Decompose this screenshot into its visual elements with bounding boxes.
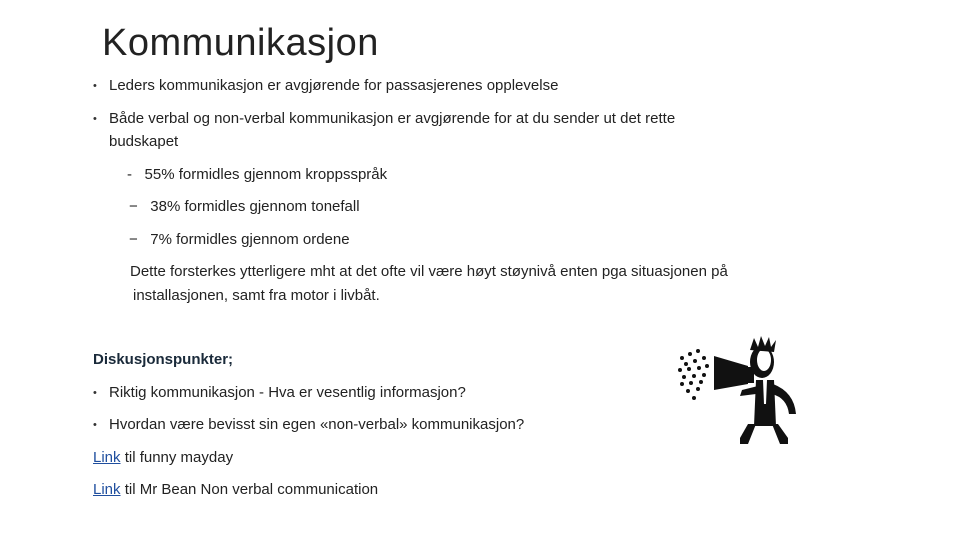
discussion-item-nonverbal-awareness: Hvordan være bevisst sin egen «non-verbal» kommunikasjon?: [109, 416, 525, 433]
sub-item-tone: [129, 195, 360, 218]
sub-marker: -: [127, 166, 132, 183]
discussion-item-correct-communication: Riktig kommunikasjon - Hva er vesentlig informasjon?: [109, 384, 466, 401]
link-line-funny-mayday: [93, 446, 233, 469]
sub-text: 55% formidles gjennom kroppsspråk: [144, 166, 388, 183]
bullet-marker: •: [93, 387, 97, 399]
note-line-2: installasjonen, samt fra motor i livbåt.: [133, 287, 380, 304]
sub-marker: −: [129, 231, 138, 248]
bullet-verbal-nonverbal-cont: budskapet: [109, 133, 179, 150]
bullet-verbal-nonverbal: Både verbal og non-verbal kommunikasjon er avgjørende for at du sender ut det rette: [109, 110, 676, 127]
megaphone-figure-icon: [676, 334, 806, 450]
sub-text: 38% formidles gjennom tonefall: [150, 198, 360, 215]
slide-title: Kommunikasjon: [102, 22, 379, 64]
sub-text: 7% formidles gjennom ordene: [150, 231, 350, 248]
link-description: til Mr Bean Non verbal communication: [120, 481, 379, 498]
discussion-heading: Diskusjonspunkter;: [93, 351, 234, 368]
link-funny-mayday[interactable]: Link: [93, 449, 121, 466]
link-description: til funny mayday: [120, 449, 234, 466]
sub-item-words: [129, 228, 350, 251]
sub-marker: −: [129, 198, 138, 215]
link-mr-bean[interactable]: Link: [93, 481, 121, 498]
bullet-leader-communication: Leders kommunikasjon er avgjørende for passasjerenes opplevelse: [109, 77, 559, 94]
bullet-marker: •: [93, 419, 97, 431]
sub-item-body-language: [127, 163, 387, 186]
link-line-mr-bean: [93, 478, 378, 501]
note-line-1: Dette forsterkes ytterligere mht at det ofte vil være høyt støynivå enten pga situasjonen på: [130, 263, 728, 280]
bullet-marker: •: [93, 113, 97, 125]
bullet-marker: •: [93, 80, 97, 92]
